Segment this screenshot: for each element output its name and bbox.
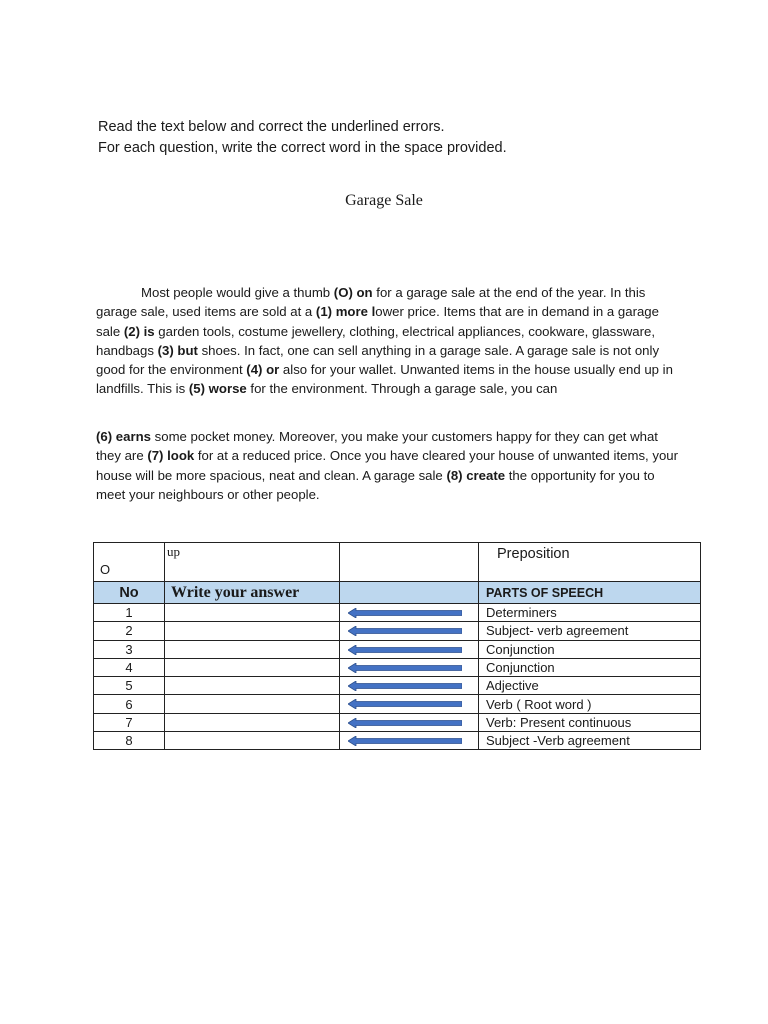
part-of-speech: Subject -Verb agreement [479,732,701,750]
instruction-line-1: Read the text below and correct the underlined errors. [98,119,445,135]
question-number: 6 [94,695,165,713]
error-marker: (7) look [147,448,195,464]
error-marker: (8) create [446,467,506,483]
answer-cell[interactable] [165,658,340,676]
question-number: 8 [94,732,165,750]
answer-row [94,695,701,713]
example-number: O [94,543,165,582]
passage-text: Most people would give a thumb [141,285,334,300]
answer-cell[interactable] [165,695,340,713]
answer-row [94,732,701,750]
error-marker: (3) but [157,342,198,358]
passage-text: for a garage sale at the end of the year. In this garage sale, used items are sold at a [96,285,646,320]
left-arrow-icon [348,681,462,691]
instructions [98,117,507,159]
error-marker: (1) more l [315,304,376,320]
instruction-line-2: For each question, write the correct word in the space provided. [98,140,507,156]
answer-table [93,542,701,750]
part-of-speech: Conjunction [479,640,701,658]
answer-cell[interactable] [165,622,340,640]
error-marker: (2) is [123,323,155,339]
error-marker: (6) earns [96,429,151,444]
example-row [94,543,701,582]
question-number: 2 [94,622,165,640]
table-header-row [94,582,701,604]
answer-row [94,640,701,658]
answer-cell[interactable] [165,732,340,750]
passage-title: Garage Sale [345,192,423,209]
answer-cell[interactable] [165,640,340,658]
part-of-speech: Adjective [479,677,701,695]
example-answer: up [165,543,340,582]
part-of-speech: Determiners [479,604,701,622]
left-arrow-icon [348,663,462,673]
answer-row [94,677,701,695]
question-number: 7 [94,713,165,731]
arrow-cell [340,732,479,750]
header-parts-of-speech: PARTS OF SPEECH [479,582,701,604]
answer-row [94,713,701,731]
passage-text: also for your wallet. Unwanted items in the house usually end up in landfills. This is [96,362,673,397]
passage-paragraph-2 [96,427,680,504]
arrow-cell [340,604,479,622]
passage-text: for the environment. Through a garage sale, you can [246,381,558,397]
question-number: 1 [94,604,165,622]
error-marker: (4) or [246,362,280,378]
passage-text: the opportunity for you to meet your neighbours or other people. [96,467,655,502]
answer-cell[interactable] [165,604,340,622]
example-part-of-speech: Preposition [479,543,701,582]
passage-paragraph-1 [96,283,680,399]
header-no: No [94,582,165,604]
left-arrow-icon [348,608,462,618]
answer-row [94,658,701,676]
arrow-cell [340,677,479,695]
question-number: 3 [94,640,165,658]
left-arrow-icon [348,645,462,655]
left-arrow-icon [348,736,462,746]
passage-text: for at a reduced price. Once you have cleared your house of unwanted items, your house will be more spacious, neat and clean. A garage sale [96,448,679,483]
left-arrow-icon [348,699,462,709]
answer-cell[interactable] [165,713,340,731]
part-of-speech: Subject- verb agreement [479,622,701,640]
arrow-cell [340,640,479,658]
answer-row [94,604,701,622]
part-of-speech: Conjunction [479,658,701,676]
question-number: 5 [94,677,165,695]
passage-text: garden tools, costume jewellery, clothing, electrical appliances, cookware, glassware, handbags [96,323,656,358]
header-blank [340,582,479,604]
example-arrow-cell [340,543,479,582]
passage-text: some pocket money. Moreover, you make your customers happy for they can get what they are [96,429,658,464]
arrow-cell [340,695,479,713]
header-answer: Write your answer [165,582,340,604]
paragraph-2-text [96,429,678,502]
arrow-cell [340,622,479,640]
passage-text: shoes. In fact, one can sell anything in a garage sale. A garage sale is not only good for the environment [96,342,660,378]
passage-text: ower price. Items that are in demand in a garage sale [96,304,659,339]
part-of-speech: Verb ( Root word ) [479,695,701,713]
part-of-speech: Verb: Present continuous [479,713,701,731]
error-marker: (O) on [333,285,373,300]
answer-cell[interactable] [165,677,340,695]
question-number: 4 [94,658,165,676]
left-arrow-icon [348,718,462,728]
answer-row [94,622,701,640]
left-arrow-icon [348,626,462,636]
paragraph-1-text [96,285,673,396]
arrow-cell [340,713,479,731]
error-marker: (5) worse [188,381,247,397]
arrow-cell [340,658,479,676]
